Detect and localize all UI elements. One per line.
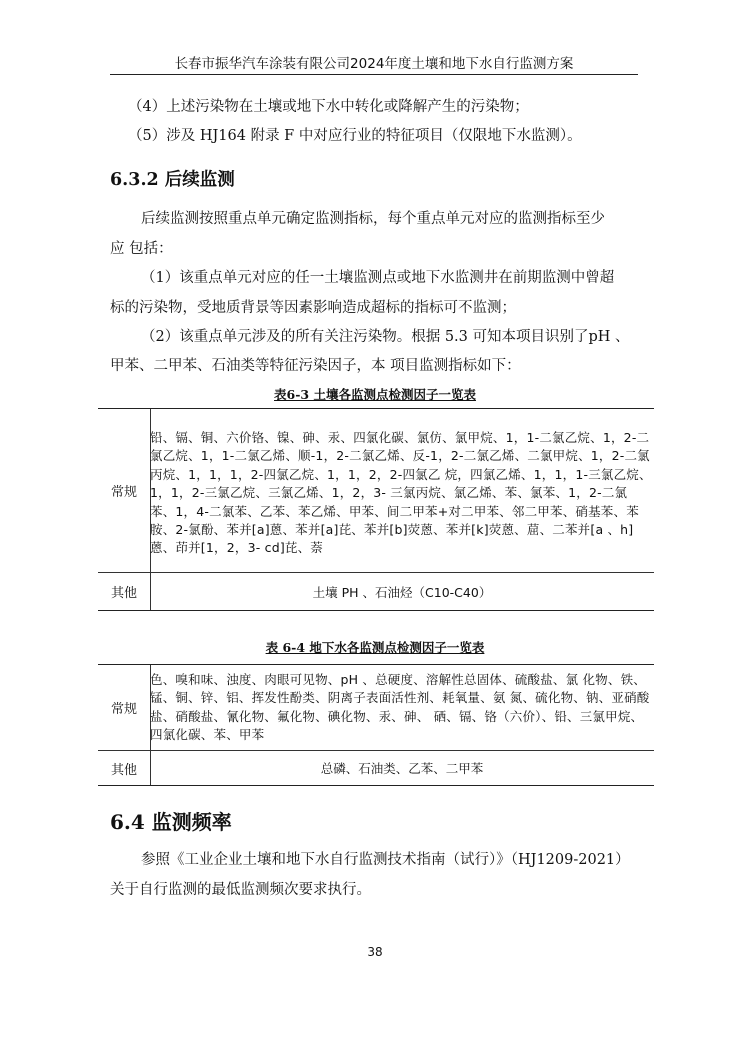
document-title: 长春市振华汽车涂装有限公司2024年度土壤和地下水自行监测方案 xyxy=(174,56,574,72)
table-row xyxy=(98,665,654,751)
paragraph-line: 标的污染物，受地质背景等因素影响造成超标的指标可不监测； xyxy=(110,300,516,316)
table-6-4 xyxy=(98,664,654,786)
row-label: 常规 xyxy=(98,409,151,572)
row-label: 其他 xyxy=(98,573,151,610)
section-6-3-2-title: 6.3.2 后续监测 xyxy=(110,170,235,190)
paragraph-line: 后续监测按照重点单元确定监测指标，每个重点单元对应的监测指标至少 xyxy=(141,211,605,227)
table-row xyxy=(98,409,654,573)
row-value-cell xyxy=(150,573,654,610)
row-value: 色、嗅和味、浊度、肉眼可见物、pH 、总硬度、溶解性总固体、硫酸盐、氯 化物、铁、锰、铜、锌、铝、挥发性酚类、阴离子表面活性剂、耗氧量、氨 氮、硫化物、钠、亚硝酸盐、硝酸盐、氰化物、氟化物、碘化物、汞、砷、 硒、镉、铬（六价）、铅、三氯甲烷、四氯化碳、苯、甲苯 xyxy=(150,672,650,743)
header-rule xyxy=(110,74,638,75)
table-6-4-caption: 表 6-4 地下水各监测点检测因子一览表 xyxy=(265,640,485,655)
intro-item-5: （5）涉及 HJ164 附录 F 中对应行业的特征项目（仅限地下水监测）。 xyxy=(128,128,582,144)
table-row xyxy=(98,573,654,610)
row-value-cell xyxy=(150,751,654,785)
paragraph-line: 应 包括： xyxy=(110,241,173,257)
row-value-cell xyxy=(150,665,654,750)
paragraph-line: 参照《工业企业土壤和地下水自行监测技术指南（试行）》（HJ1209-2021） xyxy=(141,852,630,868)
row-label: 其他 xyxy=(98,751,151,785)
table-row xyxy=(98,751,654,785)
section-6-4-title: 6.4 监测频率 xyxy=(110,810,232,834)
table-6-3-caption: 表6-3 土壤各监测点检测因子一览表 xyxy=(274,387,476,402)
row-value: 铅、镉、铜、六价铬、镍、砷、汞、四氯化碳、氯仿、氯甲烷、1，1-二氯乙烷、1，2-二氯乙烷、1，1-二氯乙烯、顺-1，2-二氯乙烯、反-1，2-二氯乙烯、二氯甲烷、1，2-二氯丙烷、1，1，1，2-四氯乙烷、1，1，2，2-四氯乙 烷，四氯乙烯、1，1，1-三氯乙烷、1，1，2-三氯乙烷、三氯乙烯、1，2，3- 三氯丙烷、氯乙烯、苯、氯苯、1，2-二氯苯、1，4-二氯苯、乙苯、苯乙烯、甲苯、间二甲苯+对二甲苯、邻二甲苯、硝基苯、苯胺、2-氯酚、苯并[a]蒽、苯并[a]芘、苯并[b]荧蒽、苯并[k]荧蒽、䓛、二苯并[a 、h]蒽、茚并[1，2，3- cd]芘、萘 xyxy=(150,430,652,556)
paragraph-line: （1）该重点单元对应的任一土壤监测点或地下水监测井在前期监测中曾超 xyxy=(141,270,615,286)
row-value: 土壤 PH 、石油烃（C10-C40） xyxy=(312,584,492,600)
paragraph-line: （2）该重点单元涉及的所有关注污染物。根据 5.3 可知本项目识别了pH 、 xyxy=(141,329,630,345)
table-6-3 xyxy=(98,408,654,611)
paragraph-line: 甲苯、二甲苯、石油类等特征污染因子，本 项目监测指标如下： xyxy=(110,358,521,374)
row-value: 总磷、石油类、乙苯、二甲苯 xyxy=(320,761,484,776)
row-label: 常规 xyxy=(98,665,151,750)
intro-item-4: （4）上述污染物在土壤或地下水中转化或降解产生的污染物； xyxy=(128,99,529,115)
paragraph-line: 关于自行监测的最低监测频次要求执行。 xyxy=(110,882,371,898)
page-number: 38 xyxy=(367,945,383,959)
row-value-cell xyxy=(150,409,654,572)
